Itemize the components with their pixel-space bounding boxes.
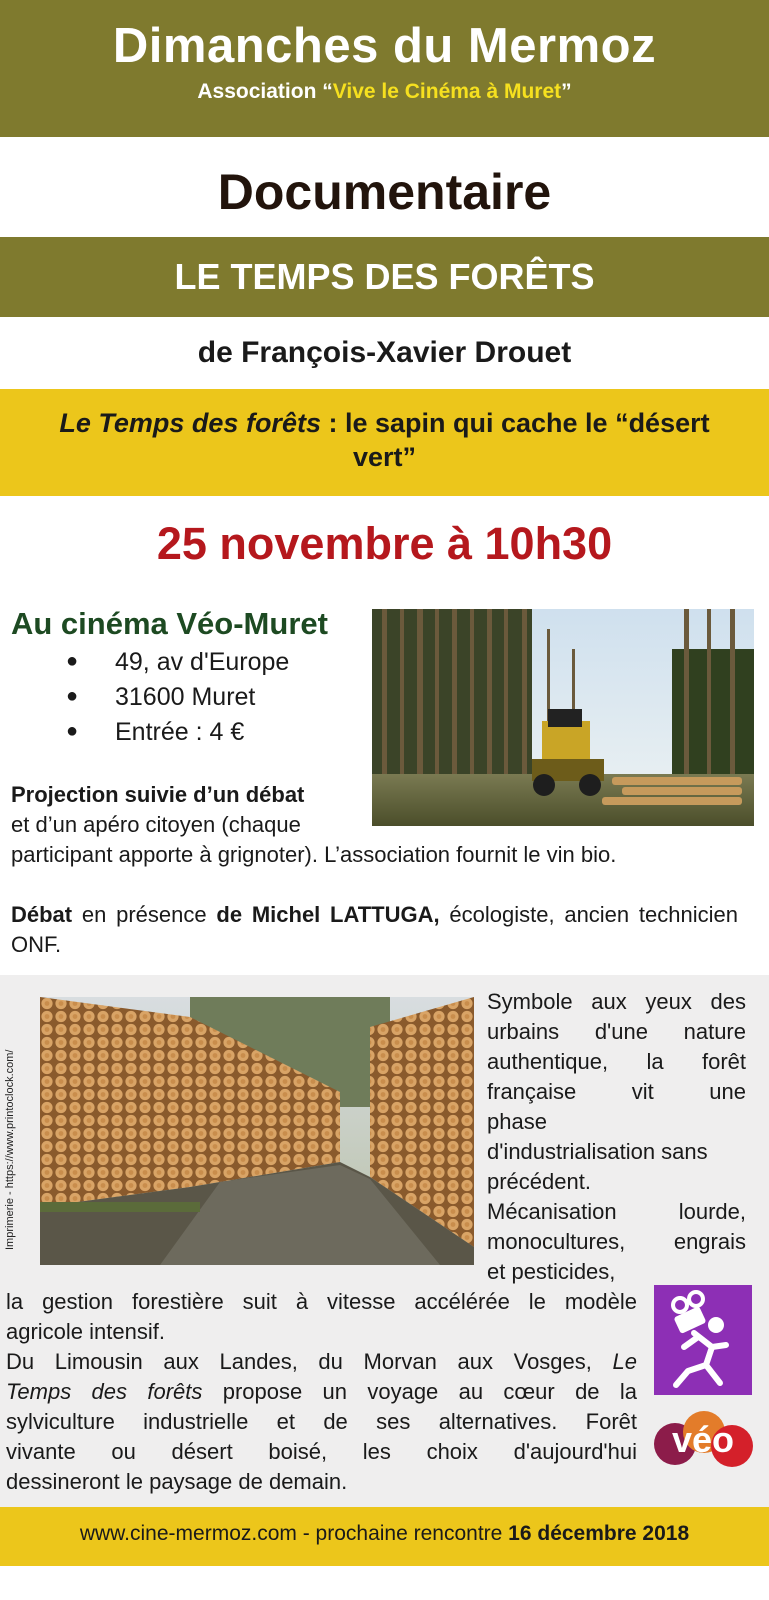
debate-text xyxy=(11,900,738,960)
description-line: urbains d'une nature xyxy=(487,1019,746,1044)
forest-harvester-illustration xyxy=(372,609,754,826)
film-title-band xyxy=(0,237,769,317)
film-title-italic: Temps des forêts xyxy=(6,1379,203,1404)
veo-logo xyxy=(652,1404,754,1474)
director-band xyxy=(0,317,769,389)
description-line: Symbole aux yeux des xyxy=(487,989,746,1014)
footer-website: www.cine-mermoz.com - prochaine rencontre xyxy=(79,1522,509,1545)
association-name: Vive le Cinéma à Muret xyxy=(332,80,562,103)
debate-text-1: en présence xyxy=(72,902,217,927)
description-line: la gestion forestière suit à vitesse accélérée le modèle xyxy=(6,1289,637,1314)
running-filmmaker-icon xyxy=(654,1285,752,1395)
description-line: et pesticides, xyxy=(487,1259,616,1284)
cinema-runner-logo xyxy=(654,1285,752,1395)
projection-text-continued: participant apporte à grignoter). L’association fournit le vin bio. xyxy=(11,842,617,867)
header-band xyxy=(0,0,769,137)
projection-line: et d’un apéro citoyen (chaque xyxy=(11,812,301,837)
veo-logo-mark xyxy=(652,1404,754,1474)
forest-harvester-photo xyxy=(372,609,754,826)
genre-label: Documentaire xyxy=(217,164,552,220)
film-title-italic: Le xyxy=(612,1349,637,1374)
association-line xyxy=(0,80,769,104)
projection-text xyxy=(11,780,366,840)
genre-band xyxy=(0,137,769,237)
screening-date: 25 novembre à 10h30 xyxy=(156,518,613,569)
description-line: dessineront le paysage de demain. xyxy=(6,1469,348,1494)
assoc-suffix: ” xyxy=(561,80,572,103)
description-line: sylviculture industrielle et de ses alternatives. Forêt xyxy=(6,1409,637,1434)
projection-bold: Projection suivie d’un débat xyxy=(11,782,305,807)
description-text: propose un voyage au cœur de la xyxy=(202,1379,637,1404)
description-line xyxy=(6,1347,637,1377)
description-line: Mécanisation lourde, xyxy=(487,1199,746,1224)
description-line: d'industrialisation sans xyxy=(487,1139,708,1164)
tagline-band xyxy=(0,389,769,496)
description-line: monocultures, engrais xyxy=(487,1229,746,1254)
description-line xyxy=(6,1377,637,1407)
log-piles-illustration xyxy=(40,997,474,1265)
debate-text-2: écologiste, ancien technicien ONF. xyxy=(11,902,738,957)
tagline xyxy=(30,406,739,474)
footer-text xyxy=(0,1522,769,1546)
description-line: phase xyxy=(487,1109,547,1134)
film-title: LE TEMPS DES FORÊTS xyxy=(174,256,595,297)
description-right-column xyxy=(487,987,746,1287)
bullet-icon: ● xyxy=(66,685,79,707)
tagline-rest: : le sapin qui cache le “désert vert” xyxy=(320,408,710,472)
next-meeting-date: 16 décembre 2018 xyxy=(508,1522,690,1545)
description-line: authentique, la forêt xyxy=(487,1049,746,1074)
bullet-icon: ● xyxy=(66,650,79,672)
bullet-icon: ● xyxy=(66,720,79,742)
photo-credit: Imprimerie - https://www.printoclock.com/ xyxy=(4,1049,16,1250)
tagline-italic: Le Temps des forêts xyxy=(59,408,321,438)
venue-title: Au cinéma Véo-Muret xyxy=(11,606,328,641)
debate-guest: de Michel LATTUGA, xyxy=(216,902,440,927)
veo-logo-text: véo xyxy=(671,1419,735,1460)
date-band xyxy=(0,518,769,578)
description-line: agricole intensif. xyxy=(6,1319,165,1344)
description-line: vivante ou désert boisé, les choix d'aujourd'hui xyxy=(6,1439,637,1464)
venue-city: 31600 Muret xyxy=(115,683,256,711)
description-bottom xyxy=(6,1287,637,1497)
debate-label: Débat xyxy=(11,902,73,927)
event-series-title: Dimanches du Mermoz xyxy=(112,19,657,73)
director-name: de François-Xavier Drouet xyxy=(197,336,572,369)
venue-address: 49, av d'Europe xyxy=(115,648,290,676)
footer-band xyxy=(0,1507,769,1566)
log-piles-photo xyxy=(40,997,474,1265)
venue-price: Entrée : 4 € xyxy=(115,718,245,746)
description-text: Du Limousin aux Landes, du Morvan aux Vosges, xyxy=(6,1349,613,1374)
description-line: française vit une xyxy=(487,1079,746,1104)
assoc-prefix: Association “ xyxy=(197,80,333,103)
description-line: précédent. xyxy=(487,1169,591,1194)
